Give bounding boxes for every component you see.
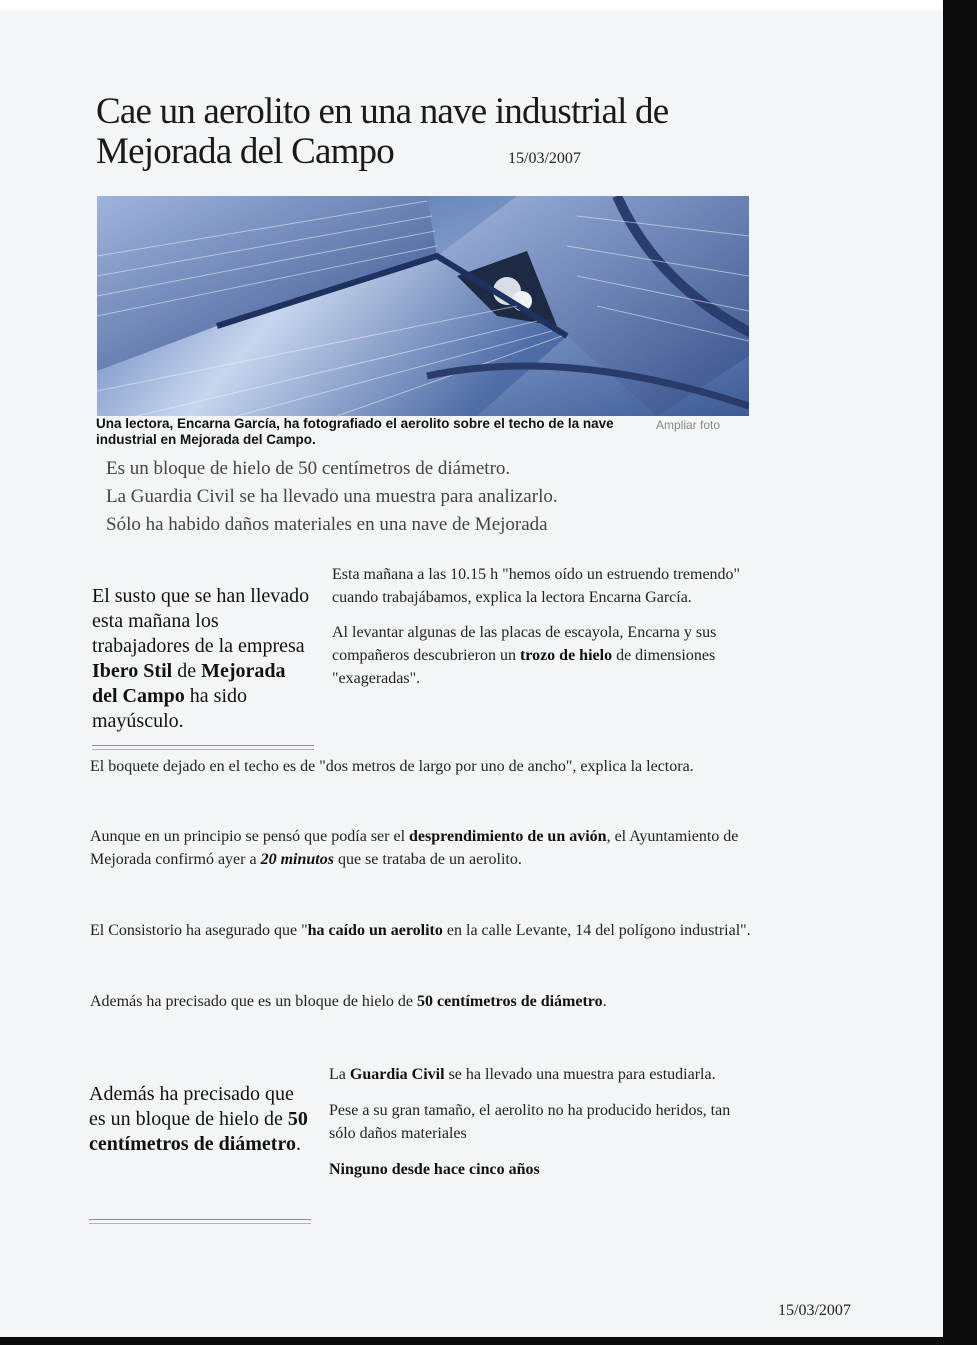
enlarge-photo-link[interactable]: Ampliar foto — [656, 418, 721, 432]
article-column-2 — [329, 1063, 749, 1181]
article-title: Cae un aerolito en una nave industrial de Mejorada del Campo — [96, 91, 669, 172]
paragraph: Al levantar algunas de las placas de escayola, Encarna y sus compañeros descubrieron un trozo de hielo de dimensiones "exageradas". — [332, 624, 717, 687]
paragraph-boquete: El boquete dejado en el techo es de "dos metros de largo por uno de ancho", explica la lectora. — [90, 758, 694, 775]
paragraph-avion: Aunque en un principio se pensó que podía ser el desprendimiento de un avión, el Ayuntamiento de Mejorada confirmó ayer a 20 minutos que se trataba de un aerolito. — [90, 828, 739, 868]
subheading: Ninguno desde hace cinco años — [329, 1161, 540, 1178]
article-photo[interactable] — [97, 196, 749, 416]
summary-item: Sólo ha habido daños materiales en una nave de Mejorada — [106, 514, 548, 535]
pullquote-diametro: Además ha precisado que es un bloque de hielo de 50 centímetros de diámetro. — [89, 1083, 308, 1155]
footer-date: 15/03/2007 — [778, 1302, 851, 1319]
scan-edge-bottom — [0, 1337, 977, 1345]
paragraph-diametro: Además ha precisado que es un bloque de hielo de 50 centímetros de diámetro. — [90, 993, 607, 1010]
pullquote-divider — [89, 1219, 311, 1224]
scan-edge-top — [0, 0, 943, 10]
paragraph: Esta mañana a las 10.15 h "hemos oído un estruendo tremendo" cuando trabajábamos, explica la lectora Encarna García. — [332, 566, 741, 606]
article-summary — [106, 455, 726, 539]
summary-item: Es un bloque de hielo de 50 centímetros de diámetro. — [106, 458, 511, 479]
paragraph: La Guardia Civil se ha llevado una muestra para estudiarla. — [329, 1066, 716, 1083]
scan-edge-right — [943, 0, 977, 1345]
article-column-1 — [332, 563, 752, 690]
photo-caption: Una lectora, Encarna García, ha fotografiado el aerolito sobre el techo de la nave industrial en Mejorada del Campo. — [96, 416, 614, 447]
summary-item: La Guardia Civil se ha llevado una muestra para analizarlo. — [106, 486, 558, 507]
paragraph: Pese a su gran tamaño, el aerolito no ha producido heridos, tan sólo daños materiales — [329, 1102, 731, 1142]
pullquote-ibero-stil: El susto que se han llevado esta mañana los trabajadores de la empresa Ibero Stil de Mejorada del Campo ha sido mayúsculo. — [92, 585, 310, 732]
roof-photo-image — [97, 196, 749, 416]
article-date: 15/03/2007 — [508, 150, 581, 167]
pullquote-divider — [92, 745, 314, 750]
paragraph-consistorio: El Consistorio ha asegurado que "ha caído un aerolito en la calle Levante, 14 del polígono industrial". — [90, 922, 751, 939]
